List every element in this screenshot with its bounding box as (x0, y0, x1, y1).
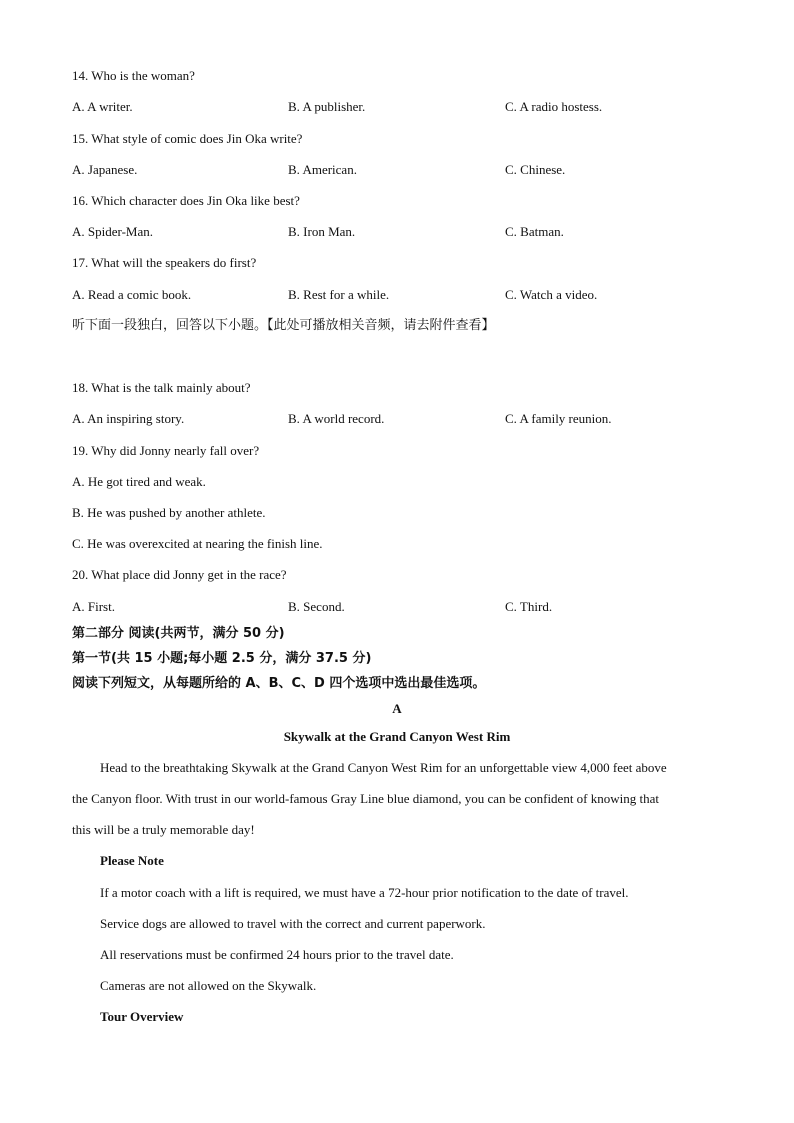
option-c: C. Third. (505, 599, 553, 614)
question-18-stem: 18. What is the talk mainly about? (72, 380, 251, 395)
section-one-heading: 第一节(共 15 小题;每小题 2.5 分，满分 37.5 分) (72, 651, 372, 666)
reading-directions: 阅读下列短文，从每题所给的 A、B、C、D 四个选项中选出最佳选项。 (72, 676, 486, 691)
option-b: B. A publisher. (288, 99, 366, 114)
question-16-options (72, 223, 722, 241)
option-a: A. An inspiring story. (72, 411, 185, 426)
option-b: B. American. (288, 162, 357, 177)
question-17-stem: 17. What will the speakers do first? (72, 255, 257, 270)
note-item: Cameras are not allowed on the Skywalk. (100, 978, 317, 993)
option-b: B. Iron Man. (288, 224, 356, 239)
question-19-option-c: C. He was overexcited at nearing the finish line. (72, 536, 323, 551)
question-20-stem: 20. What place did Jonny get in the race? (72, 567, 287, 582)
please-note-heading: Please Note (100, 853, 164, 868)
question-20-options (72, 598, 722, 616)
option-a: A. Japanese. (72, 162, 138, 177)
question-16-stem: 16. Which character does Jin Oka like best? (72, 193, 300, 208)
paragraph-line: Head to the breathtaking Skywalk at the Grand Canyon West Rim for an unforgettable view 4,000 feet above (100, 760, 667, 775)
note-item: All reservations must be confirmed 24 hours prior to the travel date. (100, 947, 454, 962)
question-15-stem: 15. What style of comic does Jin Oka write? (72, 131, 303, 146)
paragraph-line: the Canyon floor. With trust in our world-famous Gray Line blue diamond, you can be confident of knowing that (72, 791, 660, 806)
tour-overview-heading: Tour Overview (100, 1009, 184, 1024)
question-19-option-b: B. He was pushed by another athlete. (72, 505, 266, 520)
option-a: A. Spider-Man. (72, 224, 153, 239)
option-c: C. A radio hostess. (505, 99, 603, 114)
listening-instruction: 听下面一段独白，回答以下小题。【此处可播放相关音频，请去附件查看】 (72, 318, 495, 333)
question-15-options (72, 161, 722, 179)
option-a: A. First. (72, 599, 115, 614)
question-14-stem: 14. Who is the woman? (72, 68, 195, 83)
part-two-heading: 第二部分 阅读(共两节，满分 50 分) (72, 626, 285, 641)
question-19-option-a: A. He got tired and weak. (72, 474, 206, 489)
paragraph-line: this will be a truly memorable day! (72, 822, 255, 837)
note-item: If a motor coach with a lift is required, we must have a 72-hour prior notification to the date of travel. (100, 885, 629, 900)
option-b: B. Second. (288, 599, 345, 614)
option-c: C. Watch a video. (505, 287, 598, 302)
option-c: C. Chinese. (505, 162, 566, 177)
question-14-options (72, 98, 722, 116)
option-c: C. A family reunion. (505, 411, 612, 426)
passage-letter: A (392, 701, 402, 716)
option-b: B. A world record. (288, 411, 385, 426)
question-19-stem: 19. Why did Jonny nearly fall over? (72, 443, 260, 458)
passage-title: Skywalk at the Grand Canyon West Rim (283, 729, 511, 744)
option-b: B. Rest for a while. (288, 287, 390, 302)
option-c: C. Batman. (505, 224, 564, 239)
question-18-options (72, 410, 722, 428)
question-17-options (72, 286, 722, 304)
option-a: A. A writer. (72, 99, 133, 114)
option-a: A. Read a comic book. (72, 287, 192, 302)
note-item: Service dogs are allowed to travel with the correct and current paperwork. (100, 916, 486, 931)
